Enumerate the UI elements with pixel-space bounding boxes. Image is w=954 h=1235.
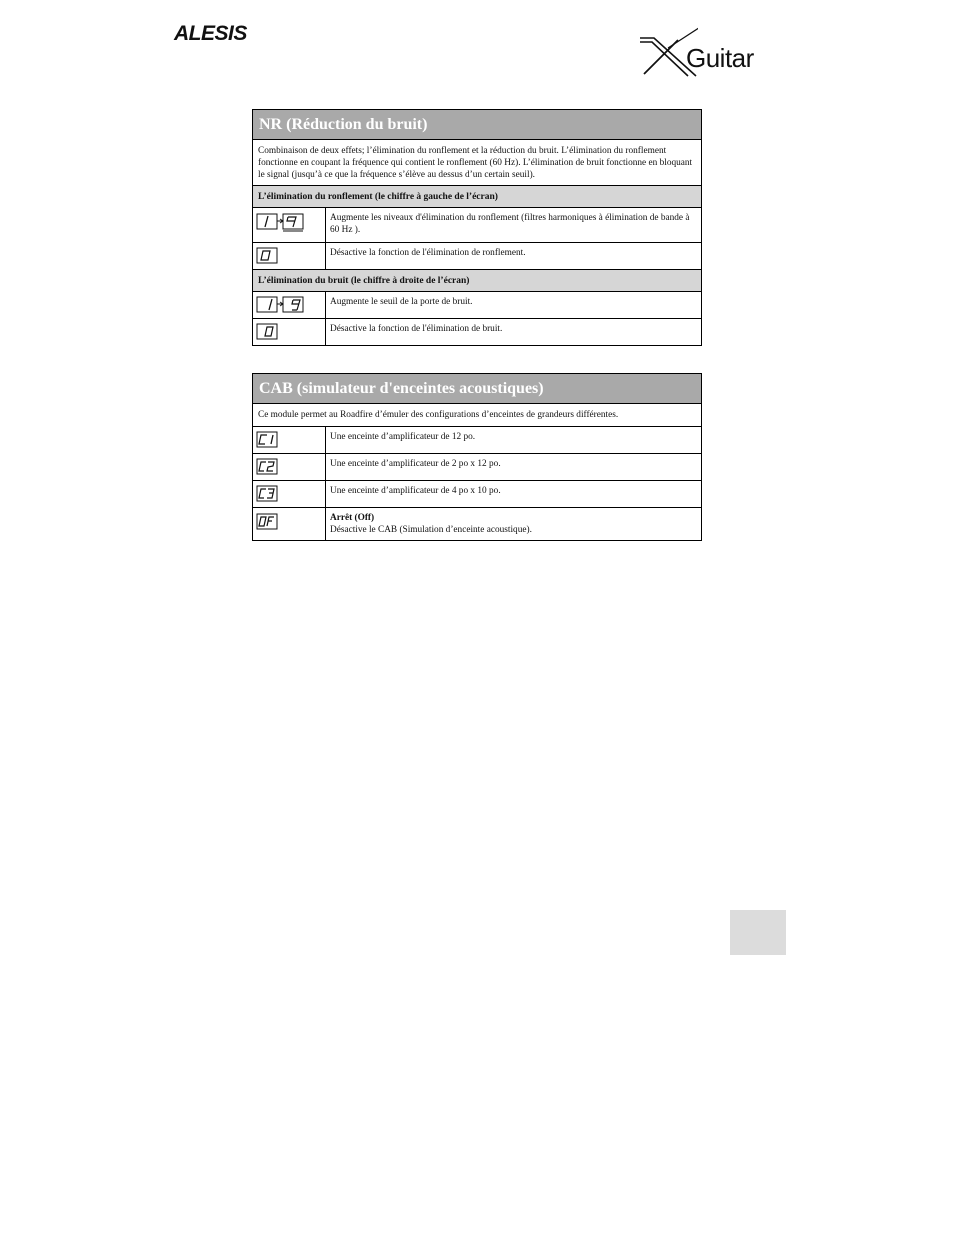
lcd-display: [253, 243, 326, 269]
lcd-c3-icon: [253, 481, 326, 507]
lcd-of-icon: [253, 508, 326, 540]
lcd-display: [253, 319, 326, 346]
alesis-logo-text: ALESIS: [174, 22, 247, 45]
cab-description: Ce module permet au Roadfire d’émuler des configurations d’enceintes de grandeurs différentes.: [253, 404, 701, 427]
xguitar-logo: [638, 20, 778, 78]
lcd-c1-icon: [253, 427, 326, 453]
row-label: Arrêt (Off): [330, 513, 375, 523]
table-row: [253, 508, 701, 541]
table-row: [253, 481, 701, 508]
row-description: Une enceinte d’amplificateur de 4 po x 10 po.: [330, 486, 501, 496]
row-description: Désactive la fonction de l'élimination de bruit.: [330, 324, 503, 334]
nr-description: Combinaison de deux effets; l’élimination du ronflement et la réduction du bruit. L’élimination du ronflement fonctionne en coupant la fréquence qui contient le ronflement (60 Hz). L’élimination de bruit fonctionne en bloquant le signal (jusqu’à ce que la fréquence s’élève au dessus d’un certain seuil).: [253, 140, 701, 186]
xguitar-logo-text: Guitar: [686, 43, 754, 73]
table-row: [253, 454, 701, 481]
lcd-display: [253, 481, 326, 507]
page-tab-marker: [730, 910, 786, 955]
cab-section-title: CAB (simulateur d'enceintes acoustiques): [253, 374, 701, 404]
row-description-text: Désactive le CAB (Simulation d’enceinte acoustique).: [330, 525, 532, 535]
alesis-logo: [174, 22, 247, 46]
lcd-display: [253, 292, 326, 318]
table-row: [253, 208, 701, 243]
nr-section-title: NR (Réduction du bruit): [253, 110, 701, 140]
table-row: [253, 243, 701, 270]
lcd-c2-icon: [253, 454, 326, 480]
table-row: [253, 292, 701, 319]
row-description: Une enceinte d’amplificateur de 12 po.: [330, 432, 476, 442]
row-description: [326, 508, 701, 541]
lcd-display: [253, 208, 326, 242]
lcd-display: [253, 454, 326, 480]
lcd-display: [253, 427, 326, 453]
lcd-0-icon: [253, 319, 326, 345]
nr-section: [252, 109, 702, 346]
lcd-0-icon: [253, 243, 326, 269]
cab-section: [252, 373, 702, 541]
row-description: Désactive la fonction de l'élimination de ronflement.: [330, 248, 526, 258]
row-description: Augmente les niveaux d'élimination du ronflement (filtres harmoniques à élimination de bande à 60 Hz ).: [330, 213, 690, 235]
table-row: [253, 319, 701, 346]
nr-hum-heading: L’élimination du ronflement (le chiffre à gauche de l’écran): [253, 186, 701, 208]
lcd-1-to-9-icon: [253, 208, 326, 242]
table-row: [253, 427, 701, 454]
lcd-1-to-9-icon: [253, 292, 326, 318]
row-description: Une enceinte d’amplificateur de 2 po x 12 po.: [330, 459, 501, 469]
nr-noise-heading: L’élimination du bruit (le chiffre à droite de l’écran): [253, 270, 701, 292]
row-description: Augmente le seuil de la porte de bruit.: [330, 297, 473, 307]
lcd-display: [253, 508, 326, 541]
